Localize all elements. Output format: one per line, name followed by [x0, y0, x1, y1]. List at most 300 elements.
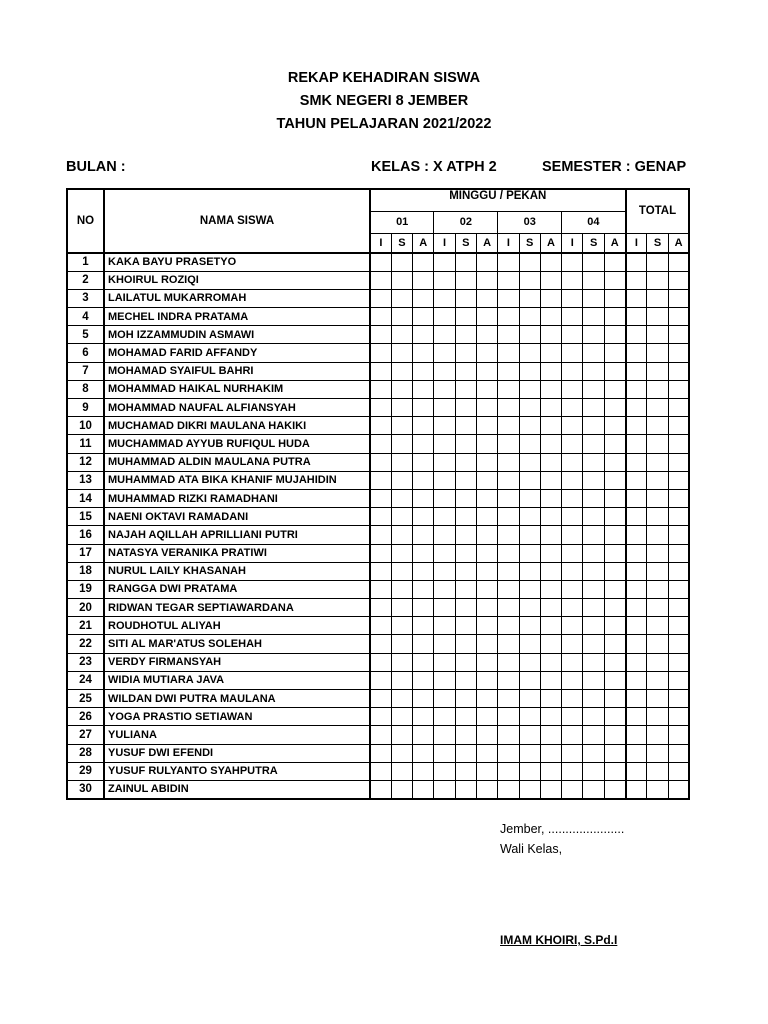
attendance-cell[interactable] — [391, 344, 412, 362]
attendance-cell[interactable] — [583, 690, 604, 708]
attendance-cell[interactable] — [626, 399, 647, 417]
attendance-cell[interactable] — [498, 380, 519, 398]
attendance-cell[interactable] — [519, 580, 540, 598]
attendance-cell[interactable] — [626, 526, 647, 544]
attendance-cell[interactable] — [668, 508, 689, 526]
attendance-cell[interactable] — [626, 726, 647, 744]
attendance-cell[interactable] — [434, 308, 455, 326]
attendance-cell[interactable] — [434, 599, 455, 617]
attendance-cell[interactable] — [668, 580, 689, 598]
attendance-cell[interactable] — [626, 544, 647, 562]
attendance-cell[interactable] — [626, 271, 647, 289]
attendance-cell[interactable] — [413, 380, 434, 398]
attendance-cell[interactable] — [476, 399, 497, 417]
attendance-cell[interactable] — [583, 562, 604, 580]
attendance-cell[interactable] — [370, 580, 391, 598]
attendance-cell[interactable] — [668, 762, 689, 780]
attendance-cell[interactable] — [498, 580, 519, 598]
attendance-cell[interactable] — [668, 744, 689, 762]
attendance-cell[interactable] — [562, 617, 583, 635]
attendance-cell[interactable] — [370, 271, 391, 289]
attendance-cell[interactable] — [626, 671, 647, 689]
attendance-cell[interactable] — [519, 635, 540, 653]
attendance-cell[interactable] — [540, 580, 561, 598]
attendance-cell[interactable] — [455, 508, 476, 526]
attendance-cell[interactable] — [476, 580, 497, 598]
attendance-cell[interactable] — [562, 380, 583, 398]
attendance-cell[interactable] — [626, 580, 647, 598]
attendance-cell[interactable] — [519, 435, 540, 453]
attendance-cell[interactable] — [562, 435, 583, 453]
attendance-cell[interactable] — [626, 653, 647, 671]
attendance-cell[interactable] — [498, 617, 519, 635]
attendance-cell[interactable] — [583, 380, 604, 398]
attendance-cell[interactable] — [370, 653, 391, 671]
attendance-cell[interactable] — [562, 471, 583, 489]
attendance-cell[interactable] — [583, 780, 604, 798]
attendance-cell[interactable] — [370, 417, 391, 435]
attendance-cell[interactable] — [540, 271, 561, 289]
attendance-cell[interactable] — [540, 599, 561, 617]
attendance-cell[interactable] — [434, 526, 455, 544]
attendance-cell[interactable] — [434, 617, 455, 635]
attendance-cell[interactable] — [604, 708, 625, 726]
attendance-cell[interactable] — [434, 271, 455, 289]
attendance-cell[interactable] — [583, 508, 604, 526]
attendance-cell[interactable] — [540, 453, 561, 471]
attendance-cell[interactable] — [540, 326, 561, 344]
attendance-cell[interactable] — [391, 762, 412, 780]
attendance-cell[interactable] — [391, 471, 412, 489]
attendance-cell[interactable] — [540, 617, 561, 635]
attendance-cell[interactable] — [626, 380, 647, 398]
attendance-cell[interactable] — [604, 690, 625, 708]
attendance-cell[interactable] — [562, 653, 583, 671]
attendance-cell[interactable] — [455, 253, 476, 271]
attendance-cell[interactable] — [455, 417, 476, 435]
attendance-cell[interactable] — [604, 326, 625, 344]
attendance-cell[interactable] — [391, 308, 412, 326]
attendance-cell[interactable] — [626, 635, 647, 653]
attendance-cell[interactable] — [519, 253, 540, 271]
attendance-cell[interactable] — [370, 690, 391, 708]
attendance-cell[interactable] — [498, 308, 519, 326]
attendance-cell[interactable] — [413, 362, 434, 380]
attendance-cell[interactable] — [413, 726, 434, 744]
attendance-cell[interactable] — [413, 708, 434, 726]
attendance-cell[interactable] — [519, 489, 540, 507]
attendance-cell[interactable] — [498, 671, 519, 689]
attendance-cell[interactable] — [519, 326, 540, 344]
attendance-cell[interactable] — [668, 271, 689, 289]
attendance-cell[interactable] — [626, 471, 647, 489]
attendance-cell[interactable] — [519, 599, 540, 617]
attendance-cell[interactable] — [519, 544, 540, 562]
attendance-cell[interactable] — [519, 708, 540, 726]
attendance-cell[interactable] — [434, 508, 455, 526]
attendance-cell[interactable] — [413, 744, 434, 762]
attendance-cell[interactable] — [498, 526, 519, 544]
attendance-cell[interactable] — [647, 362, 668, 380]
attendance-cell[interactable] — [476, 762, 497, 780]
attendance-cell[interactable] — [583, 599, 604, 617]
attendance-cell[interactable] — [668, 253, 689, 271]
attendance-cell[interactable] — [626, 289, 647, 307]
attendance-cell[interactable] — [540, 508, 561, 526]
attendance-cell[interactable] — [626, 308, 647, 326]
attendance-cell[interactable] — [626, 453, 647, 471]
attendance-cell[interactable] — [583, 544, 604, 562]
attendance-cell[interactable] — [562, 708, 583, 726]
attendance-cell[interactable] — [668, 708, 689, 726]
attendance-cell[interactable] — [647, 726, 668, 744]
attendance-cell[interactable] — [647, 326, 668, 344]
attendance-cell[interactable] — [562, 544, 583, 562]
attendance-cell[interactable] — [455, 726, 476, 744]
attendance-cell[interactable] — [455, 526, 476, 544]
attendance-cell[interactable] — [647, 580, 668, 598]
attendance-cell[interactable] — [626, 435, 647, 453]
attendance-cell[interactable] — [647, 380, 668, 398]
attendance-cell[interactable] — [562, 399, 583, 417]
attendance-cell[interactable] — [455, 544, 476, 562]
attendance-cell[interactable] — [647, 671, 668, 689]
attendance-cell[interactable] — [434, 399, 455, 417]
attendance-cell[interactable] — [476, 308, 497, 326]
attendance-cell[interactable] — [668, 726, 689, 744]
attendance-cell[interactable] — [604, 399, 625, 417]
attendance-cell[interactable] — [434, 344, 455, 362]
attendance-cell[interactable] — [647, 453, 668, 471]
attendance-cell[interactable] — [540, 744, 561, 762]
attendance-cell[interactable] — [391, 580, 412, 598]
attendance-cell[interactable] — [562, 562, 583, 580]
attendance-cell[interactable] — [519, 289, 540, 307]
attendance-cell[interactable] — [434, 289, 455, 307]
attendance-cell[interactable] — [434, 690, 455, 708]
attendance-cell[interactable] — [413, 489, 434, 507]
attendance-cell[interactable] — [519, 508, 540, 526]
attendance-cell[interactable] — [604, 562, 625, 580]
attendance-cell[interactable] — [604, 489, 625, 507]
attendance-cell[interactable] — [498, 708, 519, 726]
attendance-cell[interactable] — [583, 653, 604, 671]
attendance-cell[interactable] — [647, 744, 668, 762]
attendance-cell[interactable] — [413, 599, 434, 617]
attendance-cell[interactable] — [391, 708, 412, 726]
attendance-cell[interactable] — [519, 762, 540, 780]
attendance-cell[interactable] — [391, 453, 412, 471]
attendance-cell[interactable] — [519, 344, 540, 362]
attendance-cell[interactable] — [476, 599, 497, 617]
attendance-cell[interactable] — [498, 726, 519, 744]
attendance-cell[interactable] — [455, 289, 476, 307]
attendance-cell[interactable] — [455, 690, 476, 708]
attendance-cell[interactable] — [626, 762, 647, 780]
attendance-cell[interactable] — [476, 726, 497, 744]
attendance-cell[interactable] — [583, 708, 604, 726]
attendance-cell[interactable] — [647, 562, 668, 580]
attendance-cell[interactable] — [498, 471, 519, 489]
attendance-cell[interactable] — [413, 435, 434, 453]
attendance-cell[interactable] — [583, 526, 604, 544]
attendance-cell[interactable] — [370, 399, 391, 417]
attendance-cell[interactable] — [476, 489, 497, 507]
attendance-cell[interactable] — [604, 435, 625, 453]
attendance-cell[interactable] — [498, 417, 519, 435]
attendance-cell[interactable] — [413, 471, 434, 489]
attendance-cell[interactable] — [626, 708, 647, 726]
attendance-cell[interactable] — [476, 362, 497, 380]
attendance-cell[interactable] — [626, 744, 647, 762]
attendance-cell[interactable] — [583, 726, 604, 744]
attendance-cell[interactable] — [498, 253, 519, 271]
attendance-cell[interactable] — [604, 599, 625, 617]
attendance-cell[interactable] — [434, 671, 455, 689]
attendance-cell[interactable] — [413, 289, 434, 307]
attendance-cell[interactable] — [626, 417, 647, 435]
attendance-cell[interactable] — [562, 671, 583, 689]
attendance-cell[interactable] — [391, 744, 412, 762]
attendance-cell[interactable] — [476, 671, 497, 689]
attendance-cell[interactable] — [434, 326, 455, 344]
attendance-cell[interactable] — [476, 380, 497, 398]
attendance-cell[interactable] — [626, 344, 647, 362]
attendance-cell[interactable] — [540, 544, 561, 562]
attendance-cell[interactable] — [370, 289, 391, 307]
attendance-cell[interactable] — [370, 362, 391, 380]
attendance-cell[interactable] — [455, 780, 476, 798]
attendance-cell[interactable] — [519, 562, 540, 580]
attendance-cell[interactable] — [604, 744, 625, 762]
attendance-cell[interactable] — [413, 780, 434, 798]
attendance-cell[interactable] — [647, 271, 668, 289]
attendance-cell[interactable] — [476, 417, 497, 435]
attendance-cell[interactable] — [413, 453, 434, 471]
attendance-cell[interactable] — [604, 362, 625, 380]
attendance-cell[interactable] — [498, 399, 519, 417]
attendance-cell[interactable] — [413, 253, 434, 271]
attendance-cell[interactable] — [562, 453, 583, 471]
attendance-cell[interactable] — [668, 344, 689, 362]
attendance-cell[interactable] — [540, 671, 561, 689]
attendance-cell[interactable] — [434, 380, 455, 398]
attendance-cell[interactable] — [668, 417, 689, 435]
attendance-cell[interactable] — [647, 435, 668, 453]
attendance-cell[interactable] — [562, 780, 583, 798]
attendance-cell[interactable] — [413, 399, 434, 417]
attendance-cell[interactable] — [583, 417, 604, 435]
attendance-cell[interactable] — [519, 690, 540, 708]
attendance-cell[interactable] — [370, 708, 391, 726]
attendance-cell[interactable] — [604, 289, 625, 307]
attendance-cell[interactable] — [455, 271, 476, 289]
attendance-cell[interactable] — [604, 308, 625, 326]
attendance-cell[interactable] — [476, 708, 497, 726]
attendance-cell[interactable] — [498, 435, 519, 453]
attendance-cell[interactable] — [668, 489, 689, 507]
attendance-cell[interactable] — [391, 435, 412, 453]
attendance-cell[interactable] — [604, 344, 625, 362]
attendance-cell[interactable] — [540, 762, 561, 780]
attendance-cell[interactable] — [604, 635, 625, 653]
attendance-cell[interactable] — [604, 762, 625, 780]
attendance-cell[interactable] — [476, 508, 497, 526]
attendance-cell[interactable] — [647, 253, 668, 271]
attendance-cell[interactable] — [391, 399, 412, 417]
attendance-cell[interactable] — [476, 326, 497, 344]
attendance-cell[interactable] — [455, 580, 476, 598]
attendance-cell[interactable] — [413, 508, 434, 526]
attendance-cell[interactable] — [455, 744, 476, 762]
attendance-cell[interactable] — [540, 471, 561, 489]
attendance-cell[interactable] — [370, 308, 391, 326]
attendance-cell[interactable] — [519, 453, 540, 471]
attendance-cell[interactable] — [498, 326, 519, 344]
attendance-cell[interactable] — [455, 635, 476, 653]
attendance-cell[interactable] — [647, 780, 668, 798]
attendance-cell[interactable] — [562, 690, 583, 708]
attendance-cell[interactable] — [562, 362, 583, 380]
attendance-cell[interactable] — [604, 453, 625, 471]
attendance-cell[interactable] — [540, 489, 561, 507]
attendance-cell[interactable] — [519, 526, 540, 544]
attendance-cell[interactable] — [413, 417, 434, 435]
attendance-cell[interactable] — [604, 726, 625, 744]
attendance-cell[interactable] — [583, 271, 604, 289]
attendance-cell[interactable] — [391, 362, 412, 380]
attendance-cell[interactable] — [647, 762, 668, 780]
attendance-cell[interactable] — [370, 344, 391, 362]
attendance-cell[interactable] — [434, 562, 455, 580]
attendance-cell[interactable] — [668, 308, 689, 326]
attendance-cell[interactable] — [604, 653, 625, 671]
attendance-cell[interactable] — [370, 744, 391, 762]
attendance-cell[interactable] — [413, 526, 434, 544]
attendance-cell[interactable] — [370, 635, 391, 653]
attendance-cell[interactable] — [476, 780, 497, 798]
attendance-cell[interactable] — [583, 362, 604, 380]
attendance-cell[interactable] — [434, 780, 455, 798]
attendance-cell[interactable] — [604, 471, 625, 489]
attendance-cell[interactable] — [370, 435, 391, 453]
attendance-cell[interactable] — [498, 489, 519, 507]
attendance-cell[interactable] — [434, 708, 455, 726]
attendance-cell[interactable] — [583, 326, 604, 344]
attendance-cell[interactable] — [370, 544, 391, 562]
attendance-cell[interactable] — [391, 489, 412, 507]
attendance-cell[interactable] — [583, 580, 604, 598]
attendance-cell[interactable] — [476, 453, 497, 471]
attendance-cell[interactable] — [519, 471, 540, 489]
attendance-cell[interactable] — [391, 617, 412, 635]
attendance-cell[interactable] — [391, 326, 412, 344]
attendance-cell[interactable] — [647, 690, 668, 708]
attendance-cell[interactable] — [455, 708, 476, 726]
attendance-cell[interactable] — [519, 380, 540, 398]
attendance-cell[interactable] — [562, 580, 583, 598]
attendance-cell[interactable] — [455, 562, 476, 580]
attendance-cell[interactable] — [647, 617, 668, 635]
attendance-cell[interactable] — [668, 471, 689, 489]
attendance-cell[interactable] — [540, 399, 561, 417]
attendance-cell[interactable] — [498, 544, 519, 562]
attendance-cell[interactable] — [413, 271, 434, 289]
attendance-cell[interactable] — [647, 526, 668, 544]
attendance-cell[interactable] — [540, 253, 561, 271]
attendance-cell[interactable] — [519, 617, 540, 635]
attendance-cell[interactable] — [434, 744, 455, 762]
attendance-cell[interactable] — [370, 489, 391, 507]
attendance-cell[interactable] — [413, 308, 434, 326]
attendance-cell[interactable] — [498, 289, 519, 307]
attendance-cell[interactable] — [519, 271, 540, 289]
attendance-cell[interactable] — [498, 653, 519, 671]
attendance-cell[interactable] — [540, 308, 561, 326]
attendance-cell[interactable] — [626, 326, 647, 344]
attendance-cell[interactable] — [540, 708, 561, 726]
attendance-cell[interactable] — [562, 508, 583, 526]
attendance-cell[interactable] — [626, 599, 647, 617]
attendance-cell[interactable] — [370, 526, 391, 544]
attendance-cell[interactable] — [476, 435, 497, 453]
attendance-cell[interactable] — [413, 344, 434, 362]
attendance-cell[interactable] — [413, 617, 434, 635]
attendance-cell[interactable] — [519, 744, 540, 762]
attendance-cell[interactable] — [647, 344, 668, 362]
attendance-cell[interactable] — [370, 326, 391, 344]
attendance-cell[interactable] — [434, 453, 455, 471]
attendance-cell[interactable] — [498, 762, 519, 780]
attendance-cell[interactable] — [455, 435, 476, 453]
attendance-cell[interactable] — [455, 362, 476, 380]
attendance-cell[interactable] — [391, 289, 412, 307]
attendance-cell[interactable] — [434, 489, 455, 507]
attendance-cell[interactable] — [626, 617, 647, 635]
attendance-cell[interactable] — [498, 690, 519, 708]
attendance-cell[interactable] — [647, 308, 668, 326]
attendance-cell[interactable] — [562, 744, 583, 762]
attendance-cell[interactable] — [668, 362, 689, 380]
attendance-cell[interactable] — [476, 744, 497, 762]
attendance-cell[interactable] — [668, 617, 689, 635]
attendance-cell[interactable] — [498, 508, 519, 526]
attendance-cell[interactable] — [583, 617, 604, 635]
attendance-cell[interactable] — [540, 562, 561, 580]
attendance-cell[interactable] — [626, 690, 647, 708]
attendance-cell[interactable] — [583, 344, 604, 362]
attendance-cell[interactable] — [583, 489, 604, 507]
attendance-cell[interactable] — [562, 726, 583, 744]
attendance-cell[interactable] — [413, 653, 434, 671]
attendance-cell[interactable] — [519, 362, 540, 380]
attendance-cell[interactable] — [413, 326, 434, 344]
attendance-cell[interactable] — [562, 271, 583, 289]
attendance-cell[interactable] — [604, 544, 625, 562]
attendance-cell[interactable] — [391, 417, 412, 435]
attendance-cell[interactable] — [519, 780, 540, 798]
attendance-cell[interactable] — [604, 271, 625, 289]
attendance-cell[interactable] — [668, 380, 689, 398]
attendance-cell[interactable] — [434, 253, 455, 271]
attendance-cell[interactable] — [604, 508, 625, 526]
attendance-cell[interactable] — [562, 308, 583, 326]
attendance-cell[interactable] — [604, 253, 625, 271]
attendance-cell[interactable] — [583, 399, 604, 417]
attendance-cell[interactable] — [540, 726, 561, 744]
attendance-cell[interactable] — [668, 780, 689, 798]
attendance-cell[interactable] — [583, 635, 604, 653]
